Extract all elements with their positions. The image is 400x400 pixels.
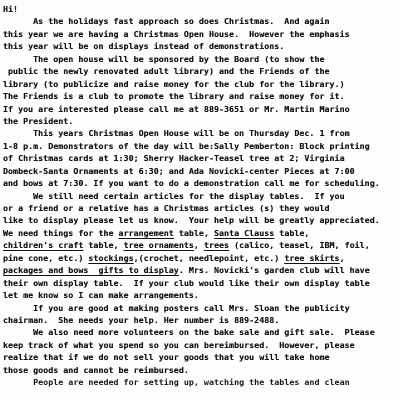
letter-line: We still need certain articles for the display tables. If you [3,190,345,201]
underlined-item: packages and bows gifts to display [3,265,179,276]
letter-line: realize that if we do not sell your goods that you will take home [3,352,330,363]
letter-line: As the holidays fast approach so does Christmas. And again [3,16,330,27]
letter-line: the President. [3,115,74,126]
letter-line: We need things for the arrangement table, Santa Clauss table, [3,227,310,238]
letter-line: their own display table. If your club would like their own display table [3,277,370,288]
letter-line: this year will be on displays instead of demonstrations. [3,41,285,52]
underlined-item: arrangement [118,227,174,238]
underlined-item: Santa Clauss [214,227,275,238]
letter-line: and bows at 7:30. If you want to do a demonstration call me for scheduling. [3,178,380,189]
letter-line: let me know so I can make arrangements. [3,290,199,301]
letter-line: The Friends is a club to promote the library and raise money for it. [3,91,345,102]
letter-line: children's craft table, tree ornaments, trees (calico, teasel, IBM, foil, [3,240,370,251]
cutoff-line: People are needed for setting up, watching the tables and clean [3,377,350,388]
letter-line: The open house will be sponsored by the Board (to show the [3,53,325,64]
greeting: Hi! [3,4,19,14]
letter-line: We also need more volunteers on the bake sale and gift sale. Please [3,327,375,338]
letter-line: This years Christmas Open House will be on Thursday Dec. 1 from [3,128,350,139]
letter-line: pine cone, etc.) stockings,(crochet, needlepoint, etc.) tree skirts, [3,252,345,263]
letter-line: those goods and cannot be reimbursed. [3,364,189,375]
letter-line: packages and bows gifts to display. Mrs. Novicki's garden club will have [3,265,370,276]
letter-line: library (to publicize and raise money for the club for the library.) [3,78,345,89]
underlined-item: tree skirts [284,252,340,263]
letter-line: If you are interested please call me at 889-3651 or Mr. Martin Marino [3,103,350,114]
letter-line: chairman. She needs your help. Her number is 889-2488. [3,314,280,325]
letter-line: like to display please let us know. Your help will be greatly appreciated. [3,215,380,226]
letter-body [3,3,399,388]
letter-line: Dombeck-Santa Ornaments at 6:30; and Ada Novicki-center Pieces at 7:00 [3,165,355,176]
letter-line: or a friend or a relative has a Christmas articles (s) they would [3,203,330,213]
underlined-item: children's craft [3,240,84,251]
underlined-item: trees [203,240,230,251]
letter-line: this year we are having a Christmas Open House. However the emphasis [3,28,350,39]
underlined-item: tree ornaments [123,240,194,251]
letter-line: keep track of what you spend so you can bereimbursed. However, please [3,339,355,350]
letter-lines [3,15,399,376]
letter-line: 1-8 p.m. Demonstrators of the day will be:Sally Pemberton: Block printing [3,140,370,151]
letter-line: If you are good at making posters call Mrs. Sloan the publicity [3,302,350,313]
letter-line: public the newly renovated adult library) and the Friends of the [3,66,330,77]
underlined-item: stockings [88,252,134,263]
letter-line: of Christmas cards at 1:30; Sherry Hacker-Teasel tree at 2; Virginia [3,153,345,164]
